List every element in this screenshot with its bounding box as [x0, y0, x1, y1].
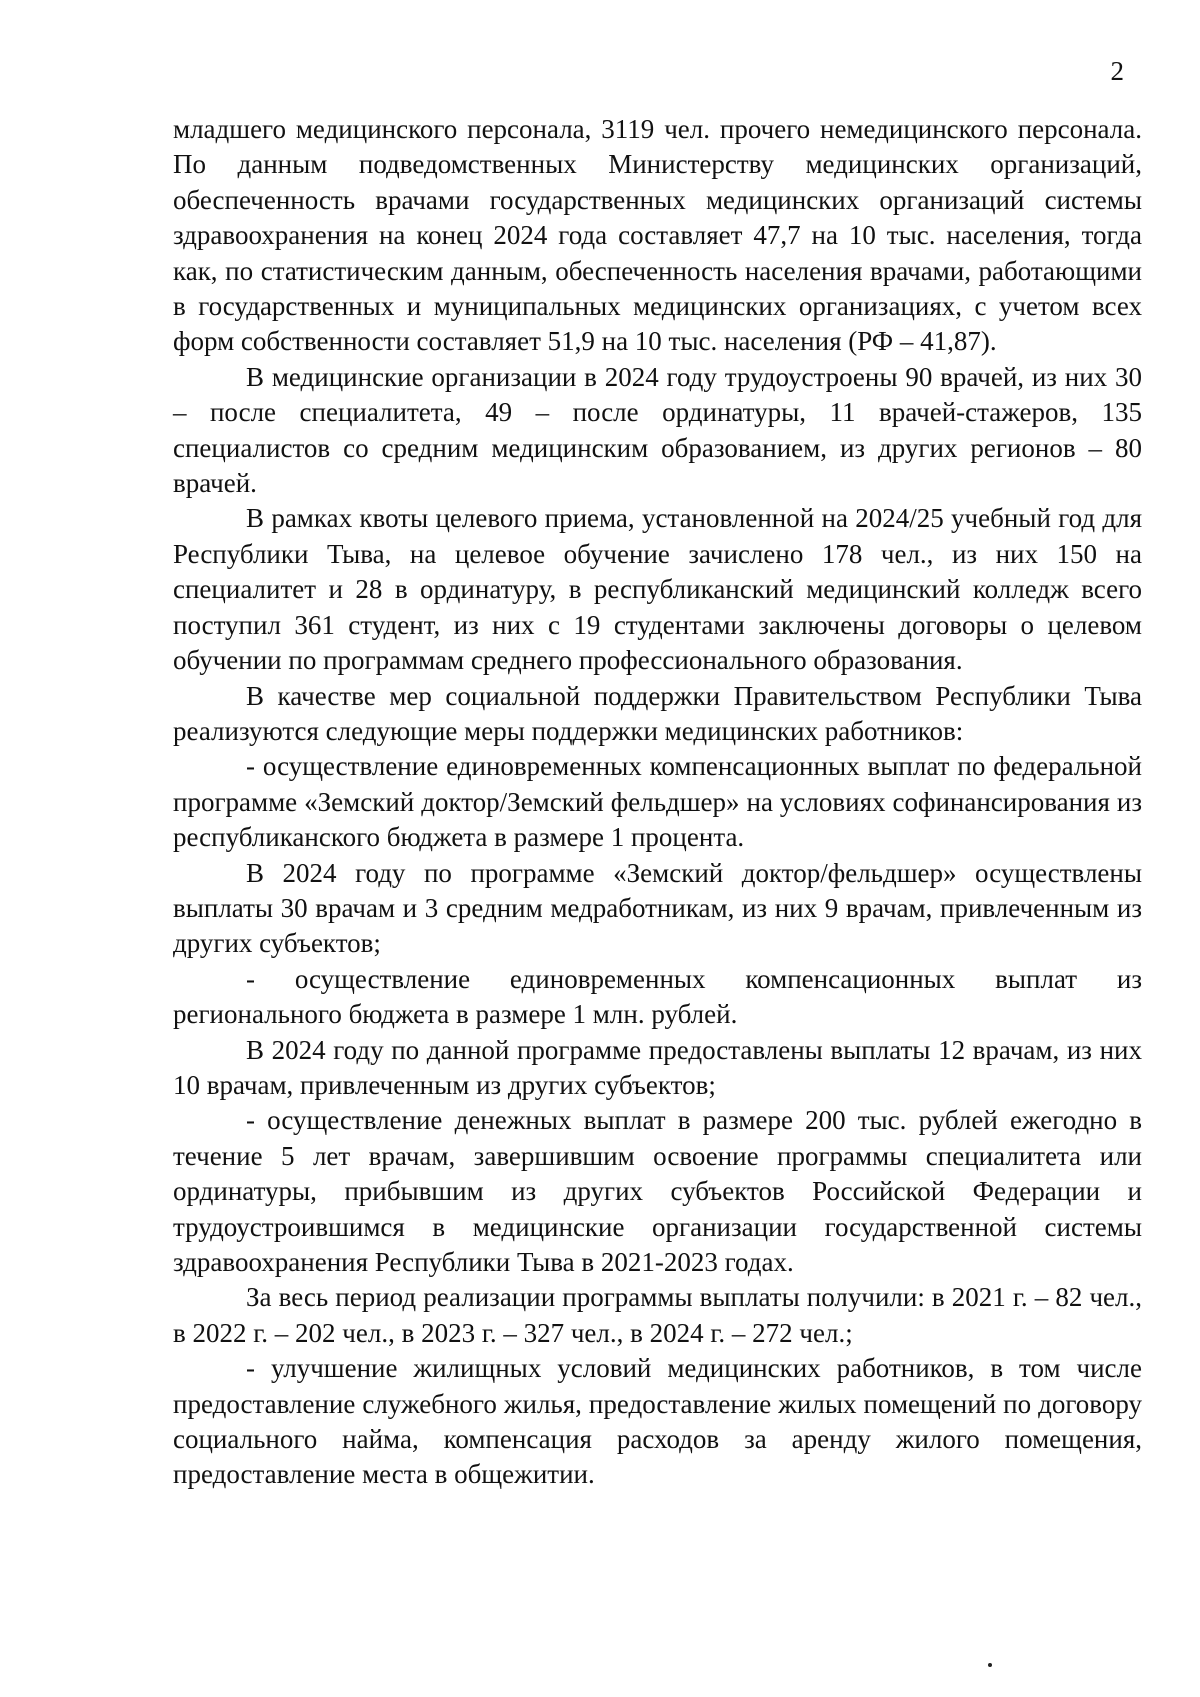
bullet-paragraph: - улучшение жилищных условий медицинских работников, в том числе предоставление служебного жилья, предоставление жилых помещений по договору социального найма, компенсация расходов за аренду жилого помещения, предоставление места в общежитии.: [173, 1353, 1142, 1490]
paragraph: В 2024 году по данной программе предоставлены выплаты 12 врачам, из них 10 врачам, привлеченным из других субъектов;: [173, 1034, 1142, 1100]
bullet-paragraph: - осуществление единовременных компенсационных выплат по федеральной программе «Земский доктор/Земский фельдшер» на условиях софинансирования из республиканского бюджета в размере 1 процента.: [173, 751, 1142, 853]
paragraph: В рамках квоты целевого приема, установленной на 2024/25 учебный год для Республики Тыва, на целевое обучение зачислено 178 чел., из них 150 на специалитет и 28 в ординатуру, в республиканский медицинский колледж всего поступил 361 студент, из них с 19 студентами заключены договоры о целевом обучении по программам среднего профессионального образования.: [173, 503, 1142, 676]
scan-artifact-dot: [988, 1663, 992, 1667]
paragraph: В медицинские организации в 2024 году трудоустроены 90 врачей, из них 30 – после специалитета, 49 – после ординатуры, 11 врачей-стажеров, 135 специалистов со средним медицинским образованием, из других регионов – 80 врачей.: [173, 361, 1142, 499]
page-number: 2: [1110, 56, 1124, 86]
bullet-paragraph: - осуществление единовременных компенсационных выплат из регионального бюджета в размере 1 млн. рублей.: [173, 963, 1142, 1030]
paragraph: В качестве мер социальной поддержки Правительством Республики Тыва реализуются следующие меры поддержки медицинских работников:: [173, 680, 1142, 746]
paragraph: В 2024 году по программе «Земский доктор/фельдшер» осуществлены выплаты 30 врачам и 3 средним медработникам, из них 9 врачам, привлеченным из других субъектов;: [173, 857, 1142, 959]
bullet-paragraph: - осуществление денежных выплат в размере 200 тыс. рублей ежегодно в течение 5 лет врачам, завершившим освоение программы специалитета или ординатуры, прибывшим из других субъектов Российской Федерации и трудоустроившимся в медицинские организации государственной системы здравоохранения Республики Тыва в 2021-2023 годах.: [173, 1105, 1142, 1277]
document-body: [173, 112, 1142, 1493]
paragraph: За весь период реализации программы выплаты получили: в 2021 г. – 82 чел., в 2022 г. – 202 чел., в 2023 г. – 327 чел., в 2024 г. – 272 чел.;: [173, 1282, 1142, 1348]
paragraph: младшего медицинского персонала, 3119 чел. прочего немедицинского персонала. По данным подведомственных Министерству медицинских организаций, обеспеченность врачами государственных медицинских организаций системы здравоохранения на конец 2024 года составляет 47,7 на 10 тыс. населения, тогда как, по статистическим данным, обеспеченность населения врачами, работающими в государственных и муниципальных медицинских организациях, с учетом всех форм собственности составляет 51,9 на 10 тыс. населения (РФ – 41,87).: [173, 114, 1142, 357]
